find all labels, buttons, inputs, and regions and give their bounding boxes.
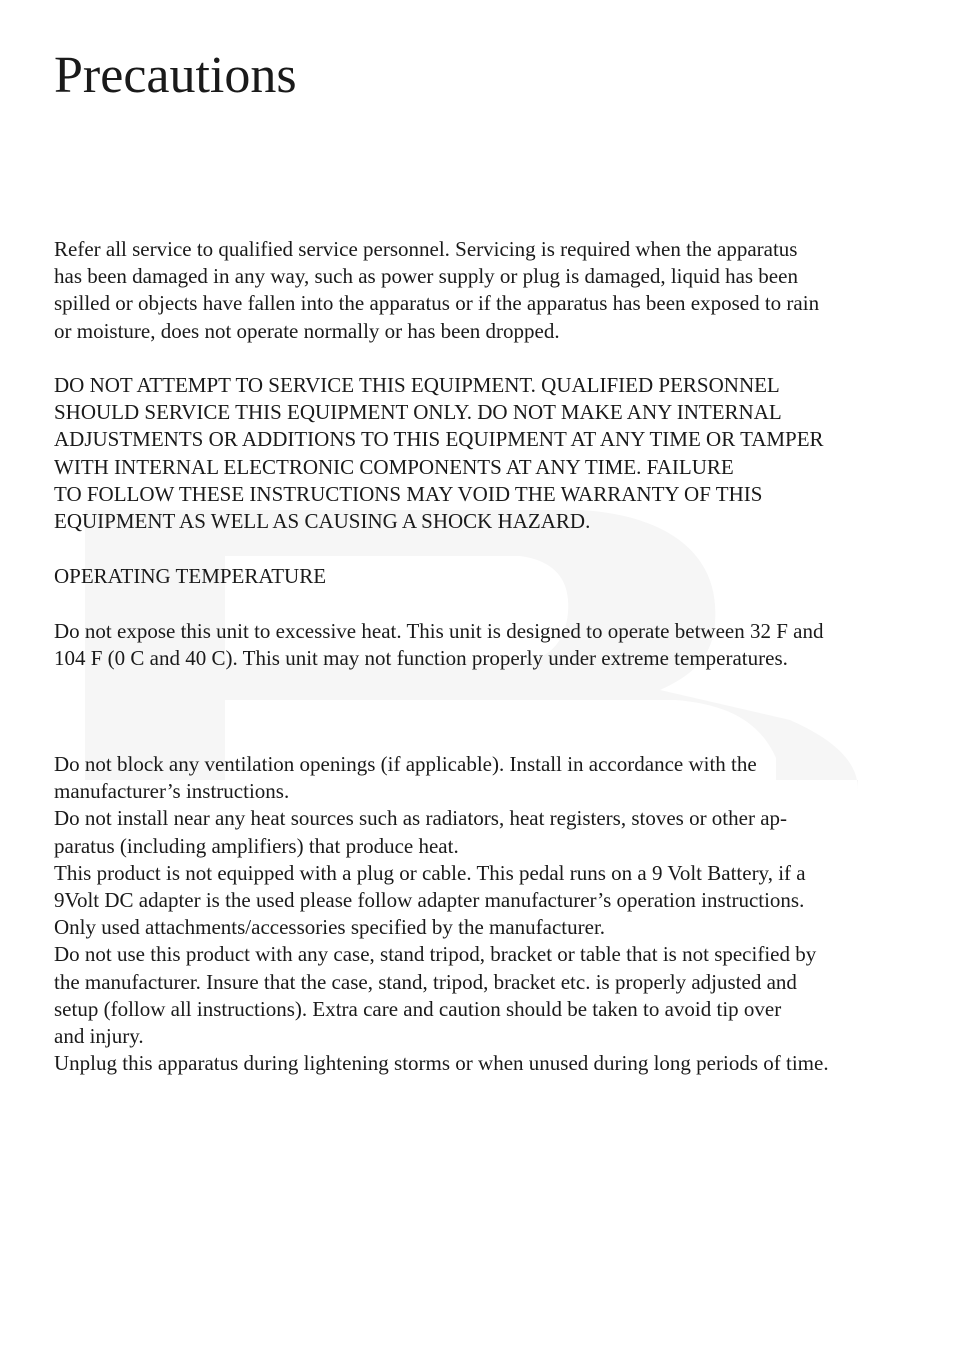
service-paragraph: Refer all service to qualified service personnel. Servicing is required when the apparatus has been damaged in any way, such as power supply or plug is damaged, liquid has been spilled or objects have fallen into the apparatus or if the apparatus has been exposed to rain or moisture, does not operate normally or has been dropped. [54, 237, 820, 343]
warning-paragraph: DO NOT ATTEMPT TO SERVICE THIS EQUIPMENT. QUALIFIED PERSONNEL SHOULD SERVICE THIS EQUIPMENT ONLY. DO NOT MAKE ANY INTERNAL ADJUSTMENTS OR ADDITIONS TO THIS EQUIPMENT AT ANY TIME OR TAMPER WITH INTERNAL ELECTRONIC COMPONENTS AT ANY TIME. FAILURE TO FOLLOW THESE INSTRUCTIONS MAY VOID THE WARRANTY OF THIS EQUIPMENT AS WELL AS CAUSING A SHOCK HAZARD. [54, 373, 824, 534]
section-heading-operating-temperature: OPERATING TEMPERATURE [54, 564, 327, 588]
temperature-paragraph: Do not expose this unit to excessive heat. This unit is designed to operate between 32 F and 104 F (0 C and 40 C). This unit may not function properly under extreme temperatures. [54, 619, 824, 671]
installation-paragraph: Do not block any ventilation openings (if applicable). Install in accordance with the manufacturer’s instructions. Do not install near any heat sources such as radiators, heat registers, stoves or other ap- paratus (including amplifiers) that produce heat. This product is not equipped with a plug or cable. This pedal runs on a 9 Volt Battery, if a 9Volt DC adapter is the used please follow adapter manufacturer’s operation instructions. Only used attachments/accessories specified by the manufacturer. Do not use this product with any case, stand tripod, bracket or table that is not specified by the manufacturer. Insure that the case, stand, tripod, bracket etc. is properly adjusted and setup (follow all instructions). Extra care and caution should be taken to avoid tip over and injury. Unplug this apparatus during lightening storms or when unused during long periods of time. [54, 752, 829, 1076]
page-title: Precautions [54, 47, 297, 104]
